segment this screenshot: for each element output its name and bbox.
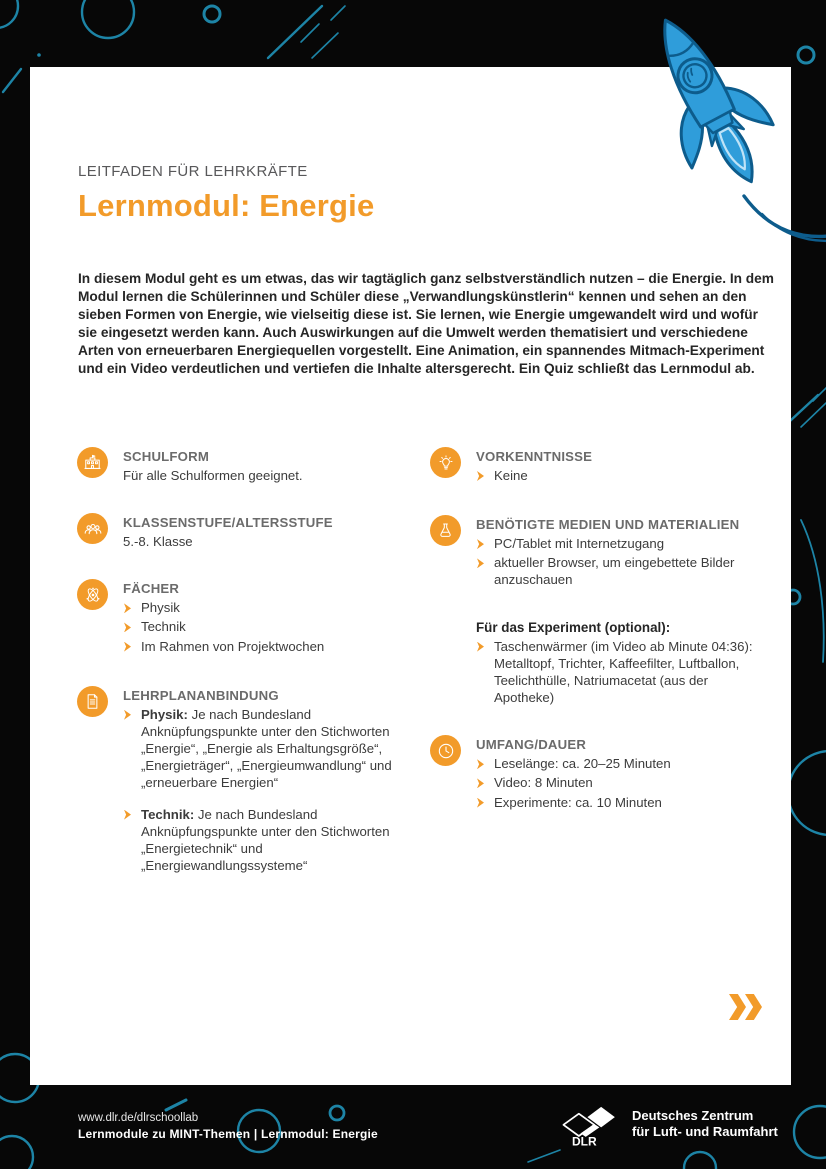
rocket-illustration: [586, 0, 826, 262]
list-item: aktueller Browser, um eingebettete Bilder anzuschauen: [476, 554, 762, 588]
section-heading: Für das Experiment (optional):: [476, 619, 671, 635]
org-name: Deutsches Zentrum für Luft- und Raumfahrt: [632, 1107, 778, 1139]
section-heading: SCHULFORM: [123, 449, 210, 464]
bullet-arrow-icon: [477, 759, 484, 769]
bullet-arrow-icon: [477, 778, 484, 788]
section-heading: LEHRPLANANBINDUNG: [123, 687, 279, 703]
experiment-list: [476, 638, 762, 707]
footer-line: Lernmodule zu MINT-Themen | Lernmodul: Energie: [78, 1127, 378, 1141]
umfang-list: [476, 755, 671, 810]
info-column-right: [430, 447, 762, 842]
lehrplan-list: [123, 706, 399, 874]
faecher-list: [123, 599, 324, 654]
next-icon[interactable]: [729, 994, 761, 1020]
list-item: Technik: [123, 618, 324, 635]
list-item: Leselänge: ca. 20–25 Minuten: [476, 755, 671, 772]
list-item: PC/Tablet mit Internetzugang: [476, 535, 762, 552]
bullet-arrow-icon: [124, 622, 131, 632]
page-title: Lernmodul: Energie: [78, 188, 375, 223]
section-heading: BENÖTIGTE MEDIEN UND MATERIALIEN: [476, 517, 740, 533]
list-item: Taschenwärmer (im Video ab Minute 04:36): Metalltopf, Trichter, Kaffeefilter, Luftballon, Teelichthülle, Natriumacetat (aus der Apotheke): [476, 638, 762, 707]
intro-paragraph: In diesem Modul geht es um etwas, das wir tagtäglich ganz selbstverständlich nutzen – die Energie. In dem Modul lernen die Schülerinnen und Schüler diese „Verwandlungskünstlerin“ kennen und sehen an den sieben Formen von Energie, wie vielseitig diese ist. Sie lernen, wie Energie umgewandelt wird und wofür sie eingesetzt werden kann. Auch Auswirkungen auf die Umwelt werden thematisiert und verschiedene Arten von erneuerbaren Energiequellen vorgestellt. Eine Animation, ein spannendes Mitmach-Experiment und ein Video verdeutlichen und vertiefen die Inhalte altersgerecht. Ein Quiz schließt das Lernmodul ab.: [78, 271, 774, 376]
section-text: Für alle Schulformen geeignet.: [123, 468, 303, 483]
flask-icon: [430, 515, 461, 546]
bullet-arrow-icon: [477, 539, 484, 549]
section-faecher: [77, 579, 399, 656]
list-item: Im Rahmen von Projektwochen: [123, 638, 324, 655]
brand-block: [560, 1098, 778, 1150]
bullet-arrow-icon: [477, 471, 484, 481]
section-heading: FÄCHER: [123, 581, 180, 597]
eyebrow-label: LEITFADEN FÜR LEHRKRÄFTE: [78, 163, 308, 180]
list-item: Experimente: ca. 10 Minuten: [476, 794, 671, 811]
section-experiment: [476, 620, 762, 707]
medien-list: [476, 535, 762, 588]
info-column-left: [77, 447, 399, 905]
section-medien: [430, 515, 762, 590]
bullet-arrow-icon: [124, 603, 131, 613]
list-item: Technik: Je nach Bundesland Anknüpfungspunkte unter den Stichworten „Energietechnik“ und „Energiewandlungssysteme“: [123, 806, 399, 875]
bullet-arrow-icon: [477, 642, 484, 652]
section-heading: VORKENNTNISSE: [476, 449, 593, 464]
document-icon: [77, 686, 108, 717]
svg-text:DLR: DLR: [572, 1134, 597, 1149]
atom-icon: [77, 579, 108, 610]
list-item: Video: 8 Minuten: [476, 774, 671, 791]
vorkenntnisse-list: [476, 467, 592, 484]
section-schulform: [77, 447, 399, 484]
chevron-right-icon: [745, 994, 762, 1020]
section-heading: UMFANG/DAUER: [476, 737, 587, 753]
bullet-arrow-icon: [124, 810, 131, 820]
chevron-right-icon: [729, 994, 746, 1020]
dlr-logo: [560, 1098, 620, 1150]
section-heading: KLASSENSTUFE/ALTERSSTUFE: [123, 515, 333, 531]
bullet-arrow-icon: [124, 710, 131, 720]
bullet-arrow-icon: [124, 642, 131, 652]
group-icon: [77, 513, 108, 544]
section-vorkenntnisse: [430, 447, 762, 486]
footer-url[interactable]: www.dlr.de/dlrschoollab: [78, 1112, 199, 1124]
clock-icon: [430, 735, 461, 766]
list-item: Physik: Je nach Bundesland Anknüpfungspunkte unter den Stichworten „Energie“, „Energie als Erhaltungsgröße“, „Energieträger“, „Energieumwandlung“ und „erneuerbare Energien“: [123, 706, 399, 792]
section-lehrplananbindung: [77, 686, 399, 876]
section-umfang: [430, 735, 762, 812]
section-text: 5.-8. Klasse: [123, 534, 193, 550]
list-item: Physik: [123, 599, 324, 616]
section-klassenstufe: [77, 513, 399, 550]
bullet-arrow-icon: [477, 558, 484, 568]
bulb-icon: [430, 447, 461, 478]
footer: [78, 1112, 378, 1141]
school-icon: [77, 447, 108, 478]
list-item: Keine: [476, 467, 592, 484]
bullet-arrow-icon: [477, 798, 484, 808]
